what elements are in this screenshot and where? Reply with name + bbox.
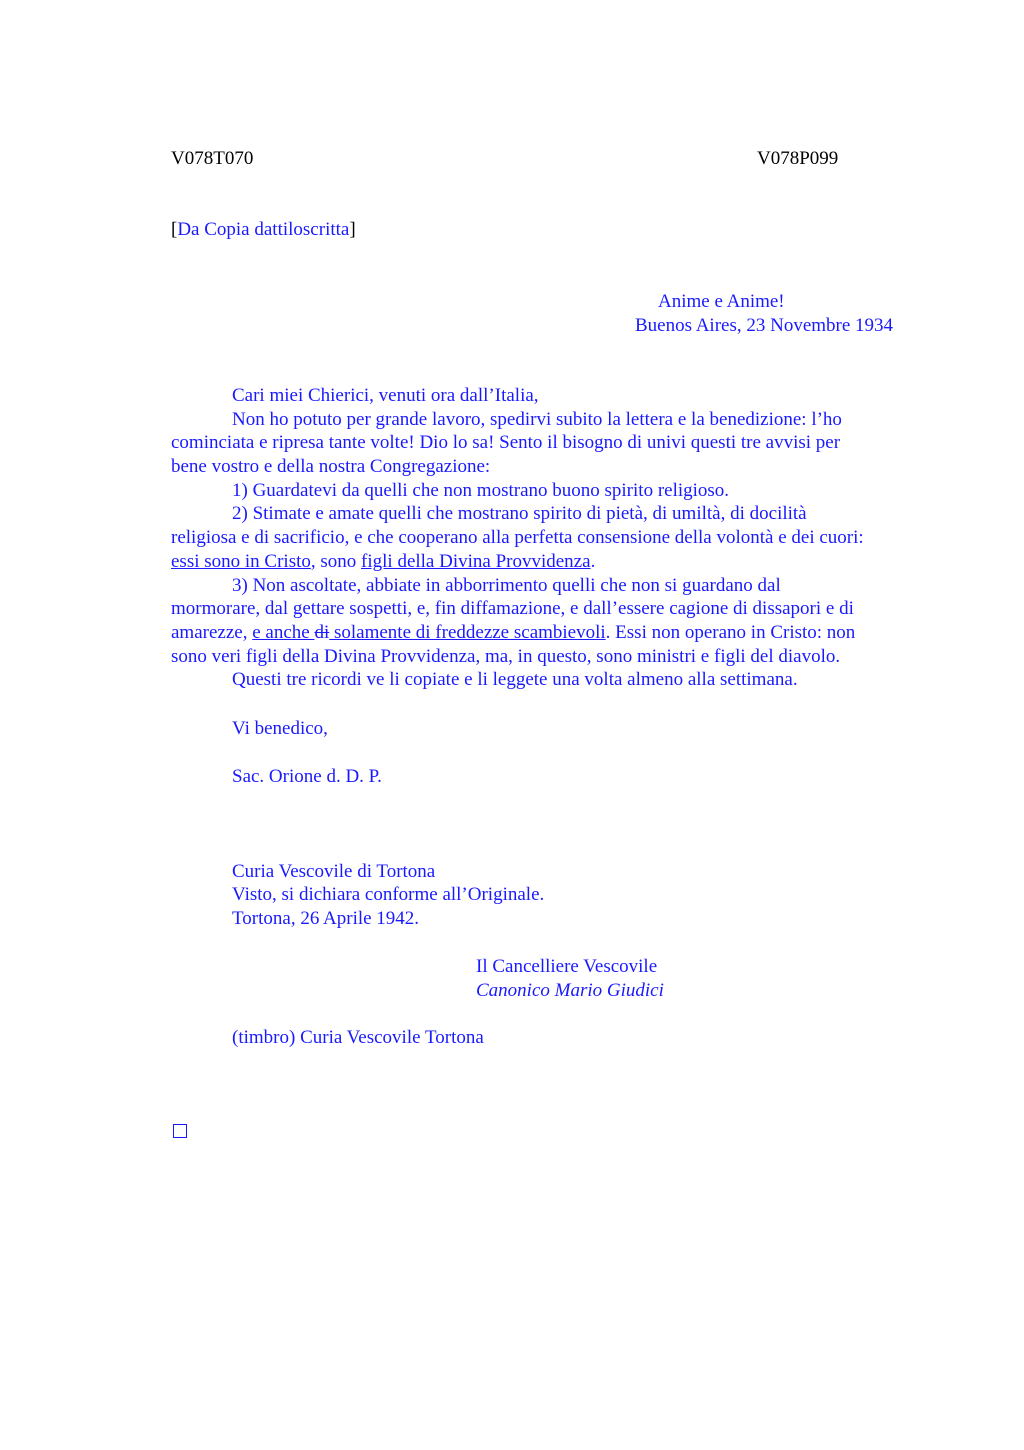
closing-line: Questi tre ricordi ve li copiate e li leggete una volta almeno alla settimana. [232, 669, 798, 691]
source-note-text: Da Copia dattiloscritta [177, 219, 350, 240]
paragraph-line [171, 621, 931, 645]
advice-item-3: 3) Non ascoltate, abbiate in abborrimento quelli che non si guardano dal [232, 574, 781, 596]
underlined-phrase: solamente di freddezze scambievoli [329, 621, 606, 643]
advice-item-1: 1) Guardatevi da quelli che non mostrano buono spirito religioso. [232, 479, 730, 501]
letter-place-date: Buenos Aires, 23 Novembre 1934 [635, 315, 894, 336]
signer-name: Canonico Mario Giudici [476, 980, 664, 1001]
stamp-note: (timbro) Curia Vescovile Tortona [232, 1027, 484, 1048]
letter-title: Anime e Anime! [658, 291, 785, 312]
source-note-close-bracket: ] [349, 219, 356, 240]
letter-signature: Sac. Orione d. D. P. [232, 766, 382, 787]
phrase: amarezze, [171, 621, 253, 643]
certification-statement: Visto, si dichiara conforme all’Originale. [232, 884, 545, 905]
source-note-open-bracket: [ [171, 219, 178, 240]
paragraph-line [171, 550, 931, 574]
paragraph-line: bene vostro e della nostra Congregazione: [171, 456, 491, 478]
phrase: . Essi non operano in Cristo: non [605, 621, 856, 643]
certification-place-date: Tortona, 26 Aprile 1942. [232, 908, 420, 929]
document-code-right: V078P099 [757, 148, 839, 169]
phrase: . [590, 550, 596, 572]
document-code-left: V078T070 [171, 148, 254, 169]
source-note [171, 218, 356, 242]
letter-body [171, 384, 931, 692]
paragraph-line: sono veri figli della Divina Provvidenza, ma, in questo, sono ministri e figli del diavolo. [171, 645, 841, 667]
letter-salutation: Cari miei Chierici, venuti ora dall’Italia, [232, 385, 539, 406]
phrase: , sono [310, 550, 362, 572]
paragraph-line: cominciata e ripresa tante volte! Dio lo sa! Sento il bisogno di univi questi tre avvisi per [171, 432, 841, 454]
certification-office: Curia Vescovile di Tortona [232, 861, 436, 882]
struck-word: di [314, 621, 330, 643]
letter-blessing: Vi benedico, [232, 718, 328, 739]
paragraph-line: religiosa e di sacrificio, e che cooperano alla perfetta consensione della volontà e dei cuori: [171, 527, 864, 549]
underlined-phrase: figli della Divina Provvidenza [361, 550, 591, 572]
advice-item-2: 2) Stimate e amate quelli che mostrano spirito di pietà, di umiltà, di docilità [232, 503, 807, 525]
paragraph-line: mormorare, dal gettare sospetti, e, fin diffamazione, e dall’essere cagione di dissapori e di [171, 598, 854, 620]
underlined-phrase: e anche [252, 621, 315, 643]
signer-title: Il Cancelliere Vescovile [476, 956, 658, 977]
empty-checkbox-icon [173, 1124, 187, 1138]
paragraph-line: Non ho potuto per grande lavoro, spedirvi subito la lettera e la benedizione: l’ho [232, 408, 842, 430]
underlined-phrase: essi sono in Cristo [171, 550, 311, 572]
